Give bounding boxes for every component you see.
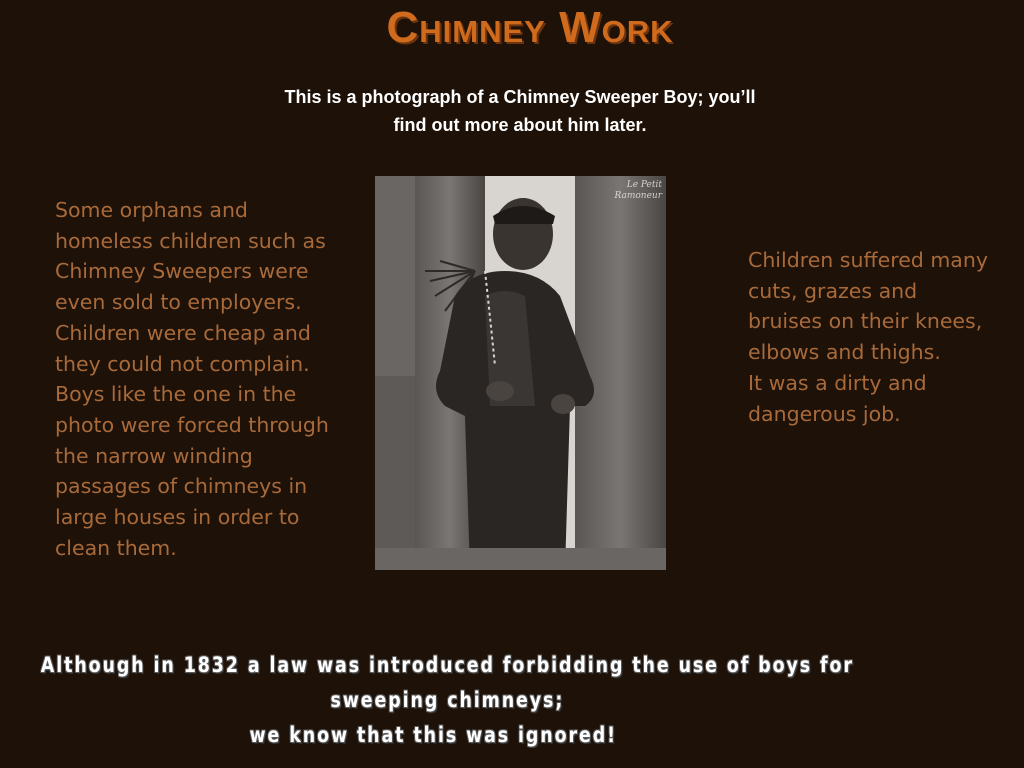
bottom-banner-line1: Although in 1832 a law was introduced forbidding the use of boys for sweeping chimneys; — [40, 653, 854, 712]
photo-stamp-line2: Ramoneur — [614, 191, 662, 201]
right-paragraph-part2: It was a dirty and dangerous job. — [748, 370, 927, 426]
slide-title: Chimney Work — [386, 3, 674, 52]
photo-caption-line2: find out more about him later. — [393, 115, 647, 135]
photo-caption — [200, 83, 840, 139]
photo-caption-line1: This is a photograph of a Chimney Sweeper Boy; you’ll — [284, 87, 756, 107]
photo-stamp-line1: Le Petit — [626, 180, 662, 190]
bottom-banner — [0, 648, 867, 753]
right-paragraph — [748, 245, 988, 429]
photo-illustration — [375, 176, 666, 570]
left-paragraph: Some orphans and homeless children such as Chimney Sweepers were even sold to employers. Children were cheap and they could not complain. Boys like the one in the photo were forced through the narrow winding passages of chimneys in large houses in order to clean them. — [55, 198, 329, 560]
photo-stamp — [614, 180, 662, 202]
bottom-banner-line2: we know that this was ignored! — [249, 723, 617, 747]
right-paragraph-part1: Children suffered many cuts, grazes and bruises on their knees, elbows and thighs. — [748, 248, 988, 365]
chimney-sweeper-photo — [375, 176, 666, 570]
